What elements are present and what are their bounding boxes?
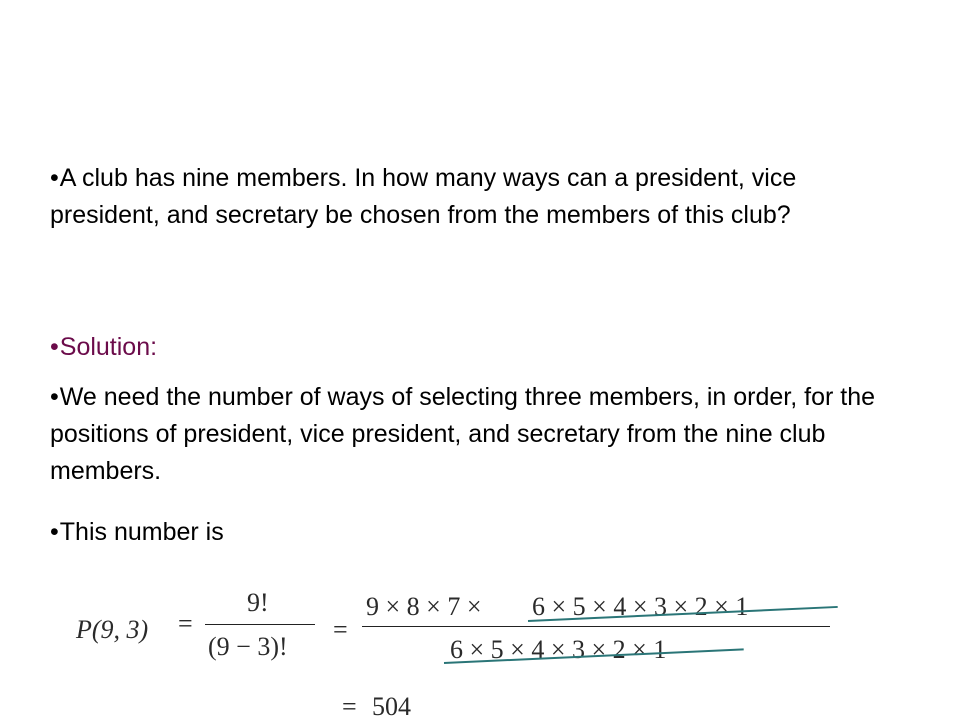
fraction2-numerator-cancelled: 6 × 5 × 4 × 3 × 2 × 1 [532, 592, 749, 621]
solution-label: Solution: [59, 333, 158, 361]
fraction1-denominator: (9 − 3)! [208, 632, 288, 661]
explanation-text: We need the number of ways of selecting three members, in order, for the positions of president, vice president, and secretary from the nine club members. [50, 383, 875, 485]
this-number-text: This number is [59, 518, 224, 546]
solution-heading [50, 329, 890, 366]
fraction2-denominator-cancelled: 6 × 5 × 4 × 3 × 2 × 1 [450, 635, 667, 664]
fraction2-bar [362, 626, 830, 627]
fraction2-numerator-kept: 9 × 8 × 7 × [366, 592, 482, 621]
formula-lhs: P(9, 3) [76, 615, 149, 644]
equals-sign: = [178, 609, 193, 638]
fraction1-bar [205, 624, 315, 625]
bullet: • [50, 518, 59, 546]
fraction1-numerator: 9! [247, 588, 269, 617]
bullet: • [50, 164, 59, 192]
equals-sign: = [333, 615, 348, 644]
bullet: • [50, 383, 59, 411]
explanation-paragraph [50, 379, 890, 490]
question-text: A club has nine members. In how many ways can a president, vice president, and secretary be chosen from the members of this club? [50, 164, 797, 229]
this-number-paragraph [50, 514, 890, 551]
formula-result: 504 [372, 692, 411, 721]
question-paragraph [50, 160, 890, 234]
equals-sign: = [342, 692, 357, 721]
bullet: • [50, 333, 59, 361]
